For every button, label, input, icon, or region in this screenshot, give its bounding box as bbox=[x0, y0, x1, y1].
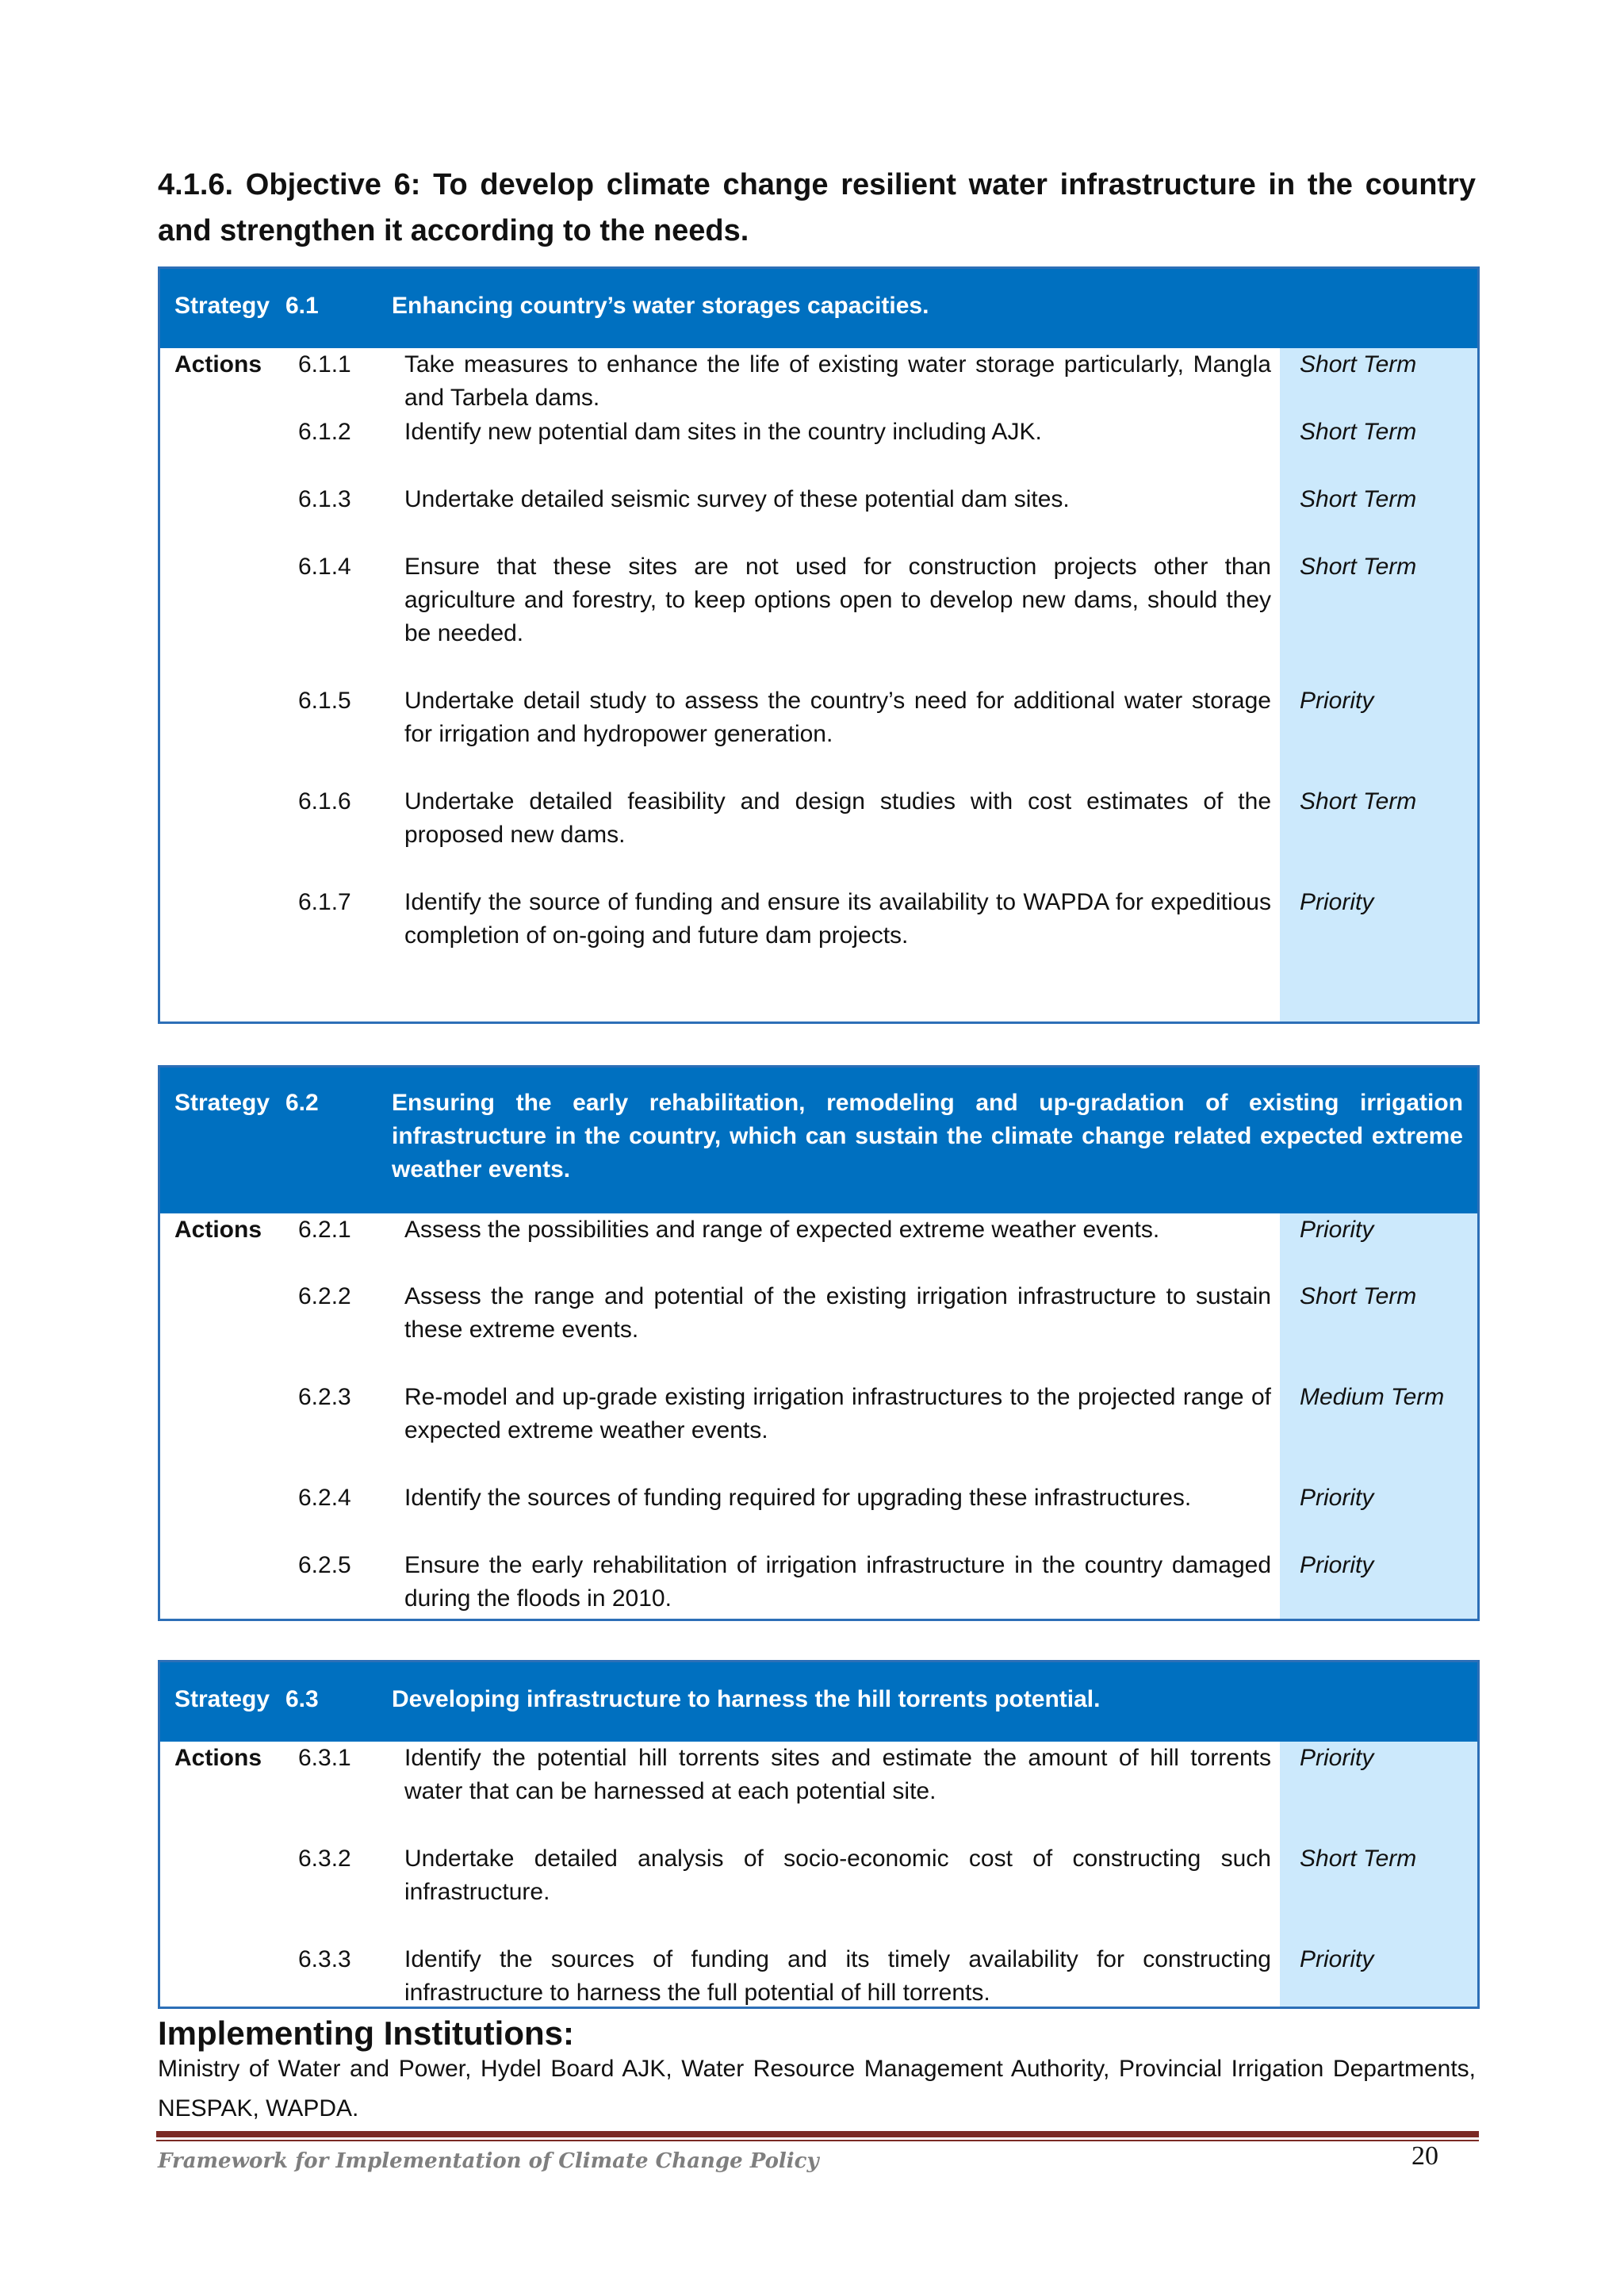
action-text: Take measures to enhance the life of existing water storage particularly, Mangla and Tarbela dams. bbox=[404, 351, 1271, 411]
page-number: 20 bbox=[1411, 2141, 1438, 2171]
action-number: 6.1.3 bbox=[298, 486, 351, 512]
action-term: Short Term bbox=[1300, 1283, 1417, 1309]
action-text: Undertake detailed analysis of socio-economic cost of constructing such infrastructure. bbox=[404, 1846, 1271, 1905]
action-term: Short Term bbox=[1300, 486, 1417, 512]
action-term: Priority bbox=[1300, 1745, 1374, 1771]
action-number: 6.1.1 bbox=[298, 351, 351, 378]
strategy-header bbox=[160, 1068, 1477, 1213]
action-text: Undertake detail study to assess the country’s need for additional water storage for irrigation and hydropower generation. bbox=[404, 688, 1271, 747]
footer-title: Framework for Implementation of Climate Change Policy bbox=[158, 2149, 819, 2173]
action-number: 6.2.4 bbox=[298, 1485, 351, 1511]
actions-label: Actions bbox=[174, 351, 262, 378]
action-number: 6.1.4 bbox=[298, 554, 351, 580]
implementing-institutions-text: Ministry of Water and Power, Hydel Board AJK, Water Resource Management Authority, Provincial Irrigation Departments, NESPAK, WAPDA. bbox=[158, 2056, 1476, 2122]
actions-area bbox=[160, 1742, 1477, 2007]
action-text: Ensure that these sites are not used for construction projects other than agriculture and forestry, to keep options open to develop new dams, should they be needed. bbox=[404, 554, 1271, 646]
strategy-title: Enhancing country’s water storages capacities. bbox=[392, 293, 929, 319]
action-number: 6.1.2 bbox=[298, 419, 351, 445]
action-text: Undertake detailed seismic survey of these potential dam sites. bbox=[404, 486, 1070, 512]
action-term: Priority bbox=[1300, 1552, 1374, 1578]
actions-area bbox=[160, 348, 1477, 1022]
strategy-number: 6.1 bbox=[285, 293, 319, 319]
action-number: 6.2.3 bbox=[298, 1384, 351, 1410]
action-number: 6.1.7 bbox=[298, 889, 351, 915]
footer-rule-thin bbox=[156, 2140, 1479, 2141]
action-number: 6.2.2 bbox=[298, 1283, 351, 1309]
action-number: 6.3.1 bbox=[298, 1745, 351, 1771]
implementing-institutions-title: Implementing Institutions: bbox=[158, 2014, 574, 2052]
action-term: Short Term bbox=[1300, 351, 1417, 378]
action-term: Short Term bbox=[1300, 788, 1417, 815]
action-text: Undertake detailed feasibility and design studies with cost estimates of the proposed new dams. bbox=[404, 788, 1271, 848]
action-text: Identify the potential hill torrents sites and estimate the amount of hill torrents water that can be harnessed at each potential site. bbox=[404, 1745, 1271, 1804]
action-text: Identify the sources of funding required for upgrading these infrastructures. bbox=[404, 1485, 1192, 1511]
action-number: 6.3.3 bbox=[298, 1946, 351, 1972]
action-text: Re-model and up-grade existing irrigation infrastructures to the projected range of expected extreme weather events. bbox=[404, 1384, 1271, 1443]
action-term: Short Term bbox=[1300, 1846, 1417, 1872]
action-term: Short Term bbox=[1300, 419, 1417, 445]
action-number: 6.3.2 bbox=[298, 1846, 351, 1872]
action-term: Priority bbox=[1300, 889, 1374, 915]
actions-label: Actions bbox=[174, 1217, 262, 1243]
action-term: Medium Term bbox=[1300, 1384, 1445, 1410]
strategy-label: Strategy bbox=[174, 1090, 270, 1116]
action-text: Assess the possibilities and range of expected extreme weather events. bbox=[404, 1217, 1160, 1243]
action-number: 6.1.5 bbox=[298, 688, 351, 714]
actions-label: Actions bbox=[174, 1745, 262, 1771]
strategy-number: 6.2 bbox=[285, 1090, 319, 1116]
strategy-table-6-2 bbox=[158, 1065, 1480, 1621]
strategy-label: Strategy bbox=[174, 1686, 270, 1712]
action-term: Priority bbox=[1300, 1485, 1374, 1511]
action-number: 6.2.5 bbox=[298, 1552, 351, 1578]
action-term: Priority bbox=[1300, 1217, 1374, 1243]
footer-rule-thick bbox=[156, 2131, 1479, 2137]
action-number: 6.2.1 bbox=[298, 1217, 351, 1243]
strategy-table-6-1 bbox=[158, 266, 1480, 1024]
strategy-title: Developing infrastructure to harness the hill torrents potential. bbox=[392, 1686, 1101, 1712]
action-text: Ensure the early rehabilitation of irrigation infrastructure in the country damaged during the floods in 2010. bbox=[404, 1552, 1271, 1612]
strategy-table-6-3 bbox=[158, 1660, 1480, 2009]
action-text: Identify the sources of funding and its timely availability for constructing infrastructure to harness the full potential of hill torrents. bbox=[404, 1946, 1271, 2006]
action-text: Identify new potential dam sites in the country including AJK. bbox=[404, 419, 1042, 445]
strategy-label: Strategy bbox=[174, 293, 270, 319]
action-term: Short Term bbox=[1300, 554, 1417, 580]
action-number: 6.1.6 bbox=[298, 788, 351, 815]
actions-area bbox=[160, 1213, 1477, 1619]
action-term: Priority bbox=[1300, 688, 1374, 714]
strategy-title: Ensuring the early rehabilitation, remodeling and up-gradation of existing irrigation infrastructure in the country, which can sustain the climate change related expected extreme weather events. bbox=[392, 1090, 1463, 1182]
action-term: Priority bbox=[1300, 1946, 1374, 1972]
strategy-header bbox=[160, 269, 1477, 348]
action-text: Identify the source of funding and ensure its availability to WAPDA for expeditious completion of on-going and future dam projects. bbox=[404, 889, 1271, 949]
objective-heading: 4.1.6. Objective 6: To develop climate change resilient water infrastructure in the country and strengthen it according to the needs. bbox=[158, 168, 1476, 247]
action-text: Assess the range and potential of the existing irrigation infrastructure to sustain these extreme events. bbox=[404, 1283, 1271, 1343]
strategy-header bbox=[160, 1662, 1477, 1742]
strategy-number: 6.3 bbox=[285, 1686, 319, 1712]
